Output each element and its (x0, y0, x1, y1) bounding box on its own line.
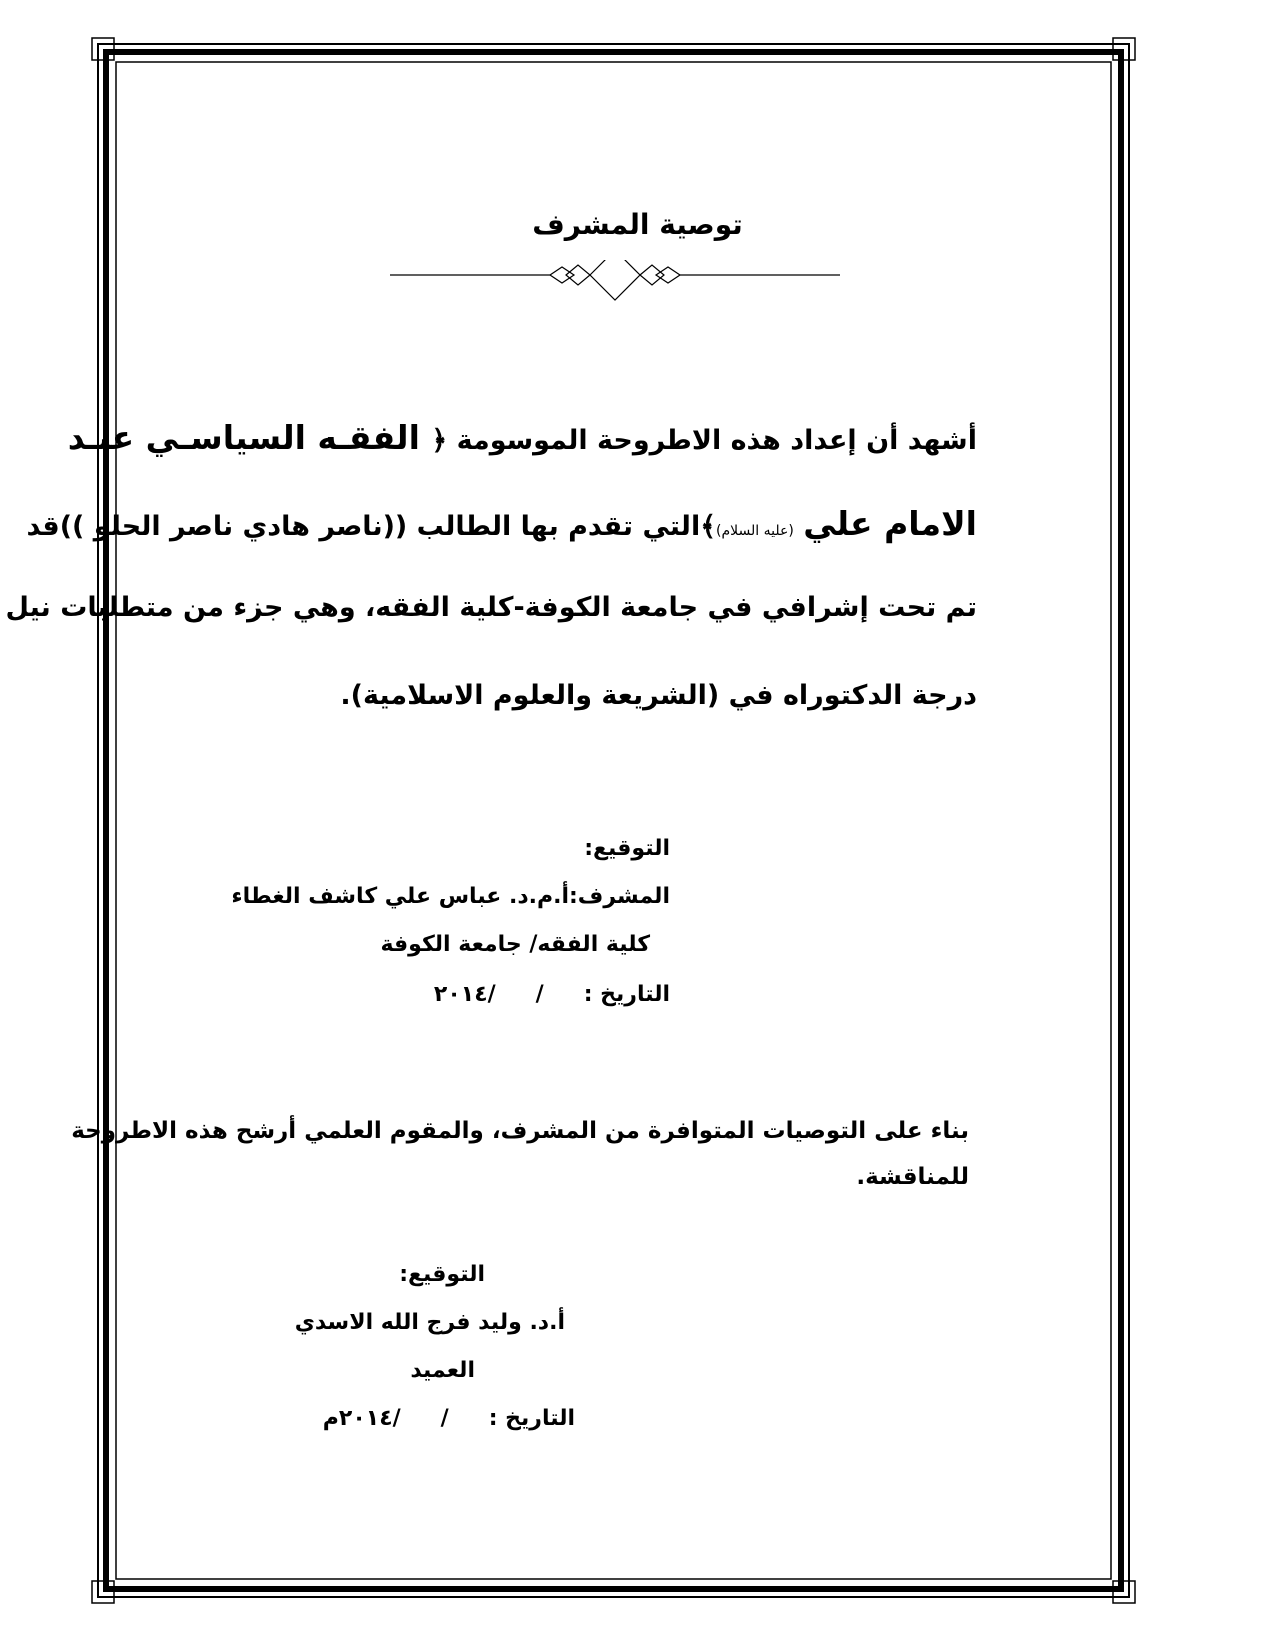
dean-date (323, 1406, 575, 1431)
supervisor-name: المشرف:أ.م.د. عباس علي كاشف الغطاء (231, 884, 670, 909)
paragraph-line-3: تم تحت إشرافي في جامعة الكوفة-كلية الفقه، وهي جزء من متطلبات نيل (5, 592, 977, 623)
dean-title: العميد (410, 1358, 475, 1383)
paragraph-line-2 (26, 504, 977, 543)
supervisor-date-sep: / (535, 982, 544, 1007)
supervisor-date (434, 982, 670, 1007)
supervisor-date-value: /٢٠١٤ (433, 982, 496, 1007)
page-title: توصية المشرف (532, 208, 743, 241)
honorific-mark: (عليه السلام) (716, 523, 794, 539)
dean-name: أ.د. وليد فرج الله الاسدي (294, 1310, 565, 1335)
thesis-title-part-1: الفقـه السياسـي عنـد (67, 418, 432, 457)
recommendation-line-2: للمناقشة. (856, 1164, 969, 1190)
recommendation-line-1: بناء على التوصيات المتوافرة من المشرف، والمقوم العلمي أرشح هذه الاطروحة (71, 1118, 969, 1144)
dean-date-value: /٢٠١٤م (322, 1406, 401, 1431)
dean-date-label: التاريخ : (488, 1406, 575, 1431)
paragraph-line-4: درجة الدكتوراه في (الشريعة والعلوم الاسلامية). (340, 680, 977, 711)
dean-signature-label: التوقيع: (399, 1262, 485, 1287)
paragraph-line-2-text: ﴾التي تقدم بها الطالب ((ناصر هادي ناصر الحلو ))قد (26, 511, 717, 542)
supervisor-signature-label: التوقيع: (584, 836, 670, 861)
supervisor-affiliation: كلية الفقه/ جامعة الكوفة (380, 932, 650, 957)
supervisor-date-label: التاريخ : (583, 982, 670, 1007)
paragraph-line-1 (68, 418, 977, 457)
dean-date-sep: / (440, 1406, 449, 1431)
divider-ornament (390, 260, 890, 320)
paragraph-line-1-text: أشهد أن إعداد هذه الاطروحة الموسومة ﴿ (431, 425, 977, 456)
thesis-title-part-2: الامام علي (803, 504, 977, 543)
